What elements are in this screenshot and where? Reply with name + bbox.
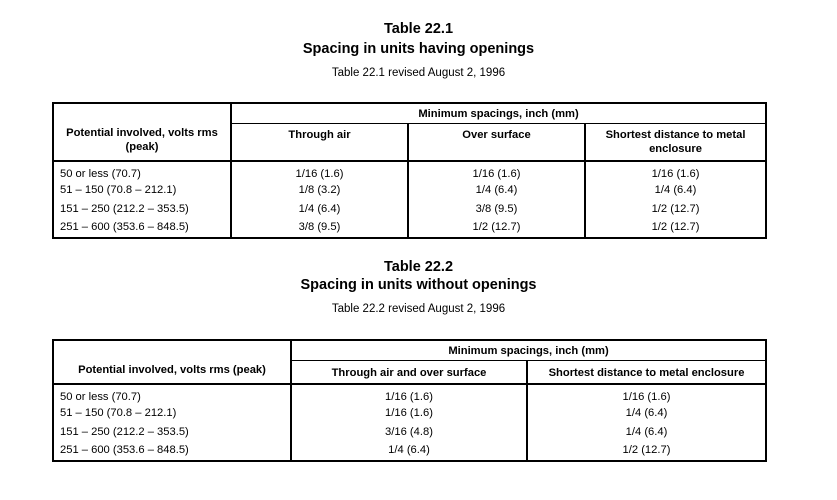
table-cell: 1/16 (1.6) — [527, 384, 766, 404]
column-header-through-air-and-over-surface: Through air and over surface — [291, 361, 527, 385]
spacing-table-1 — [52, 102, 767, 239]
table-row — [53, 218, 766, 238]
table-cell: 151 – 250 (212.2 – 353.5) — [53, 200, 231, 219]
table-cell: 151 – 250 (212.2 – 353.5) — [53, 423, 291, 442]
group-header: Minimum spacings, inch (mm) — [291, 340, 766, 361]
table-cell: 1/8 (3.2) — [231, 181, 408, 200]
table-cell: 3/8 (9.5) — [231, 218, 408, 238]
table-2-revised-note: Table 22.2 revised August 2, 1996 — [331, 303, 506, 315]
table-cell: 50 or less (70.7) — [53, 161, 231, 181]
table-cell: 1/16 (1.6) — [231, 161, 408, 181]
table-cell: 1/4 (6.4) — [291, 441, 527, 461]
table-row — [53, 404, 766, 423]
spacing-table-2 — [52, 339, 767, 462]
group-header: Minimum spacings, inch (mm) — [231, 103, 766, 124]
table-1-subtitle: Spacing in units having openings — [302, 41, 535, 57]
table-cell: 1/4 (6.4) — [527, 404, 766, 423]
table-row — [53, 384, 766, 404]
table-cell: 1/2 (12.7) — [408, 218, 585, 238]
column-header-over-surface: Over surface — [408, 124, 585, 162]
table-row — [53, 441, 766, 461]
table-row — [53, 161, 766, 181]
column-header-shortest-distance: Shortest distance to metal enclosure — [585, 124, 766, 162]
table-cell: 1/4 (6.4) — [527, 423, 766, 442]
table-row — [53, 181, 766, 200]
table-cell: 251 – 600 (353.6 – 848.5) — [53, 218, 231, 238]
lead-header: Potential involved, volts rms (peak) — [53, 340, 291, 384]
table-row — [53, 200, 766, 219]
table-cell: 251 – 600 (353.6 – 848.5) — [53, 441, 291, 461]
table-cell: 3/16 (4.8) — [291, 423, 527, 442]
table-cell: 1/4 (6.4) — [585, 181, 766, 200]
table-2-title: Table 22.2 — [383, 259, 454, 275]
table-1-revised-note: Table 22.1 revised August 2, 1996 — [331, 67, 506, 79]
table-cell: 1/4 (6.4) — [408, 181, 585, 200]
table-2-subtitle: Spacing in units without openings — [300, 277, 537, 293]
table-cell: 1/16 (1.6) — [408, 161, 585, 181]
table-cell: 3/8 (9.5) — [408, 200, 585, 219]
table-cell: 1/16 (1.6) — [585, 161, 766, 181]
column-header-shortest-distance: Shortest distance to metal enclosure — [527, 361, 766, 385]
table-cell: 51 – 150 (70.8 – 212.1) — [53, 181, 231, 200]
table-cell: 1/2 (12.7) — [527, 441, 766, 461]
table-row — [53, 423, 766, 442]
table-cell: 1/2 (12.7) — [585, 218, 766, 238]
table-cell: 1/4 (6.4) — [231, 200, 408, 219]
lead-header: Potential involved, volts rms (peak) — [53, 103, 231, 161]
table-cell: 51 – 150 (70.8 – 212.1) — [53, 404, 291, 423]
column-header-through-air: Through air — [231, 124, 408, 162]
table-cell: 50 or less (70.7) — [53, 384, 291, 404]
table-cell: 1/16 (1.6) — [291, 404, 527, 423]
table-1-title: Table 22.1 — [383, 21, 454, 37]
table-cell: 1/16 (1.6) — [291, 384, 527, 404]
table-cell: 1/2 (12.7) — [585, 200, 766, 219]
